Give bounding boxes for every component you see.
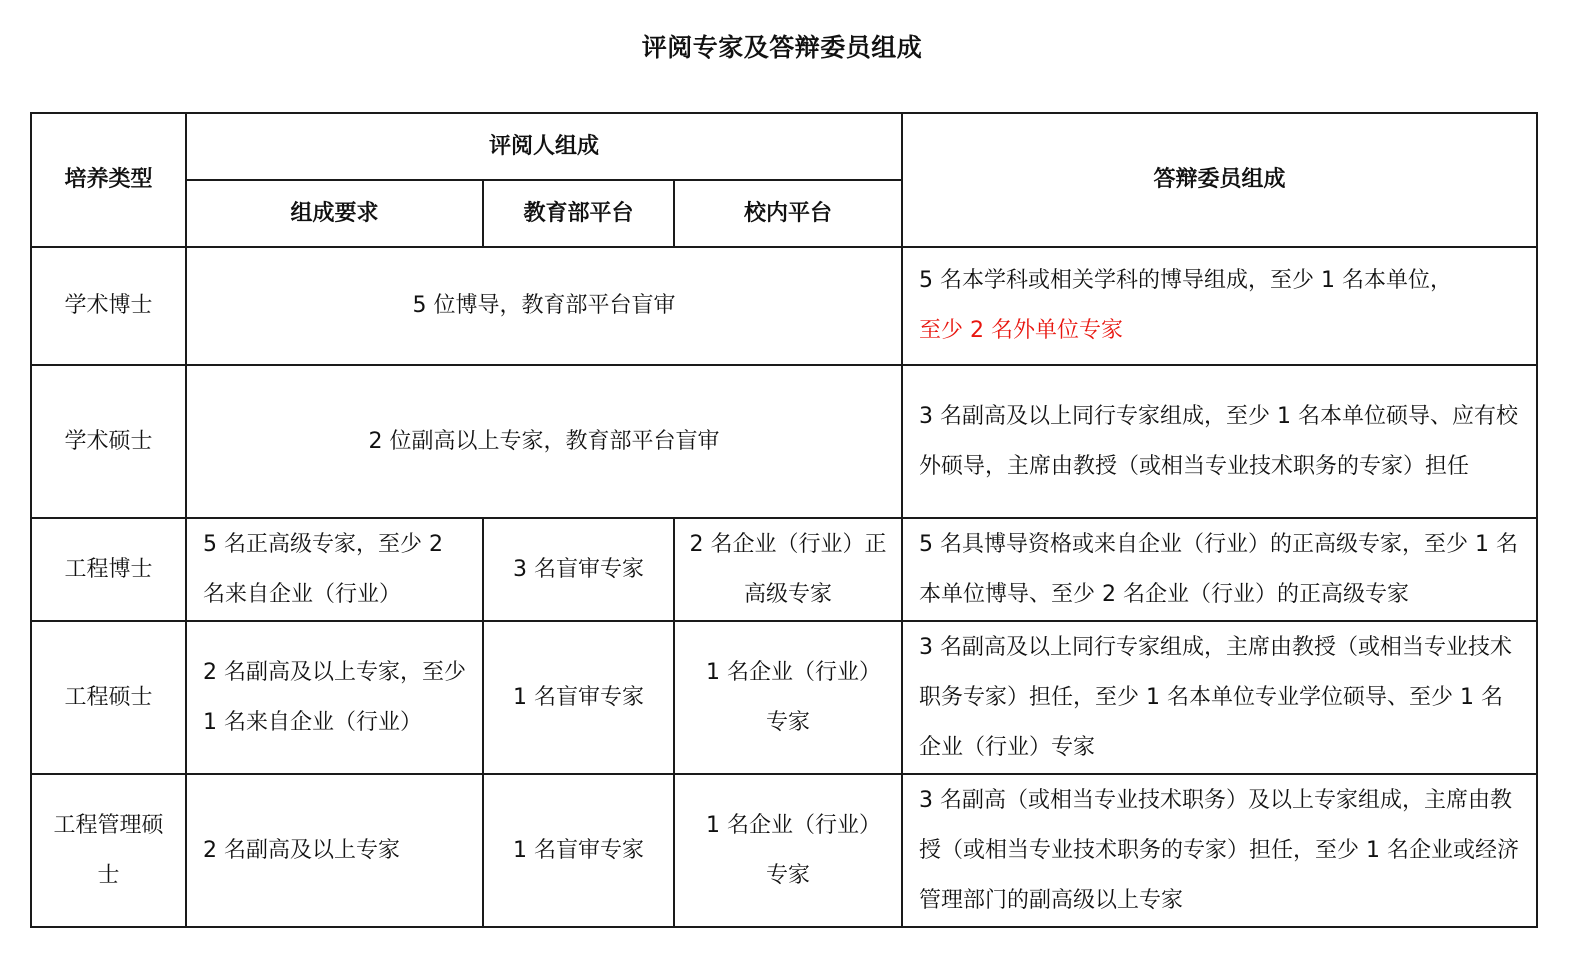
header-campus-platform: 校内平台 xyxy=(674,180,902,247)
cell-requirement: 2 名副高及以上专家，至少 1 名来自企业（行业） xyxy=(186,621,483,774)
cell-moe-platform: 1 名盲审专家 xyxy=(483,774,674,927)
cell-type: 工程硕士 xyxy=(31,621,186,774)
cell-defense: 3 名副高（或相当专业技术职务）及以上专家组成，主席由教授（或相当专业技术职务的专家）担任，至少 1 名企业或经济管理部门的副高级以上专家 xyxy=(902,774,1537,927)
defense-text: 5 名本学科或相关学科的博导组成，至少 1 名本单位， xyxy=(919,268,1453,293)
cell-campus-platform: 2 名企业（行业）正高级专家 xyxy=(674,518,902,621)
header-moe-platform: 教育部平台 xyxy=(483,180,674,247)
table-row xyxy=(31,774,1537,927)
table-row xyxy=(31,621,1537,774)
header-defense: 答辩委员组成 xyxy=(902,113,1537,247)
header-requirement: 组成要求 xyxy=(186,180,483,247)
page-title: 评阅专家及答辩委员组成 xyxy=(641,33,923,62)
cell-defense xyxy=(902,247,1537,365)
table-row xyxy=(31,247,1537,365)
header-row-1 xyxy=(31,113,1537,180)
cell-requirement: 2 名副高及以上专家 xyxy=(186,774,483,927)
table-row xyxy=(31,365,1537,518)
cell-defense: 3 名副高及以上同行专家组成，至少 1 名本单位硕导、应有校外硕导，主席由教授（或相当专业技术职务的专家）担任 xyxy=(902,365,1537,518)
cell-type: 学术硕士 xyxy=(31,365,186,518)
table-row xyxy=(31,518,1537,621)
cell-moe-platform: 3 名盲审专家 xyxy=(483,518,674,621)
cell-defense: 5 名具博导资格或来自企业（行业）的正高级专家，至少 1 名本单位博导、至少 2 名企业（行业）的正高级专家 xyxy=(902,518,1537,621)
cell-campus-platform: 1 名企业（行业）专家 xyxy=(674,621,902,774)
cell-reviewers: 5 位博导，教育部平台盲审 xyxy=(186,247,902,365)
cell-type: 学术博士 xyxy=(31,247,186,365)
defense-highlight: 至少 2 名外单位专家 xyxy=(919,318,1124,343)
cell-reviewers: 2 位副高以上专家，教育部平台盲审 xyxy=(186,365,902,518)
header-type: 培养类型 xyxy=(31,113,186,247)
cell-type: 工程管理硕士 xyxy=(31,774,186,927)
cell-type: 工程博士 xyxy=(31,518,186,621)
cell-moe-platform: 1 名盲审专家 xyxy=(483,621,674,774)
composition-table xyxy=(30,112,1538,928)
cell-campus-platform: 1 名企业（行业）专家 xyxy=(674,774,902,927)
cell-requirement: 5 名正高级专家，至少 2 名来自企业（行业） xyxy=(186,518,483,621)
cell-defense: 3 名副高及以上同行专家组成，主席由教授（或相当专业技术职务专家）担任，至少 1 名本单位专业学位硕导、至少 1 名企业（行业）专家 xyxy=(902,621,1537,774)
header-reviewers: 评阅人组成 xyxy=(186,113,902,180)
